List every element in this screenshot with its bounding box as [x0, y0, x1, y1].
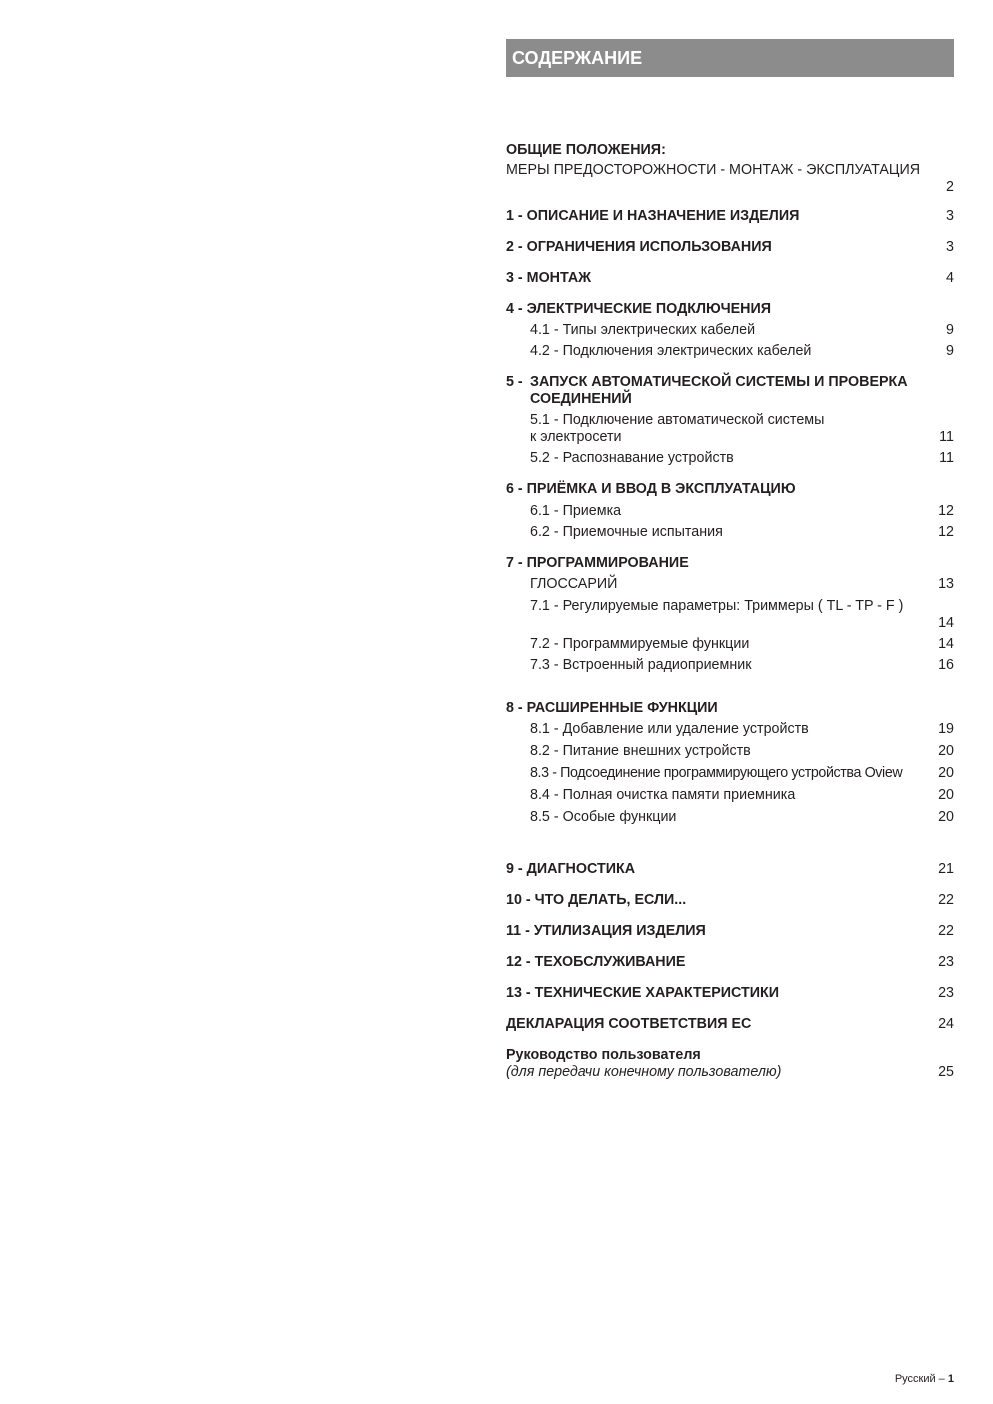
toc-item-8-3[interactable]	[506, 765, 954, 782]
toc-item-label: 8.1 - Добавление или удаление устройств	[530, 721, 809, 737]
toc-section-9[interactable]	[506, 861, 954, 878]
toc-item-label: 7.1 - Регулируемые параметры: Триммеры ( TL - TP - F )	[530, 598, 904, 614]
page-footer	[895, 1373, 954, 1385]
toc-section-label: 9 - ДИАГНОСТИКА	[506, 861, 636, 877]
toc-page-number: 16	[938, 657, 954, 673]
toc-item-8-2[interactable]	[506, 743, 954, 760]
toc-item-label: 4.2 - Подключения электрических кабелей	[530, 343, 812, 359]
footer-language: Русский –	[894, 1373, 945, 1385]
toc-item-7-2[interactable]	[506, 636, 954, 653]
toc-page-number: 24	[938, 1016, 954, 1032]
toc-item-8-4[interactable]	[506, 787, 954, 804]
toc-section-10[interactable]	[506, 892, 954, 909]
toc-page-number: 12	[938, 524, 954, 540]
toc-general	[506, 140, 954, 196]
toc-page-number: 3	[946, 239, 954, 255]
toc-item-6-2[interactable]	[506, 524, 954, 541]
toc-page-number: 14	[938, 636, 954, 652]
contents-title: СОДЕРЖАНИЕ	[512, 47, 643, 68]
toc-item-4-2[interactable]	[506, 343, 954, 360]
table-of-contents	[506, 140, 954, 1081]
toc-page-number: 25	[938, 1064, 954, 1080]
toc-section-label-line2: СОЕДИНЕНИЙ	[530, 391, 632, 407]
toc-section-label: 3 - МОНТАЖ	[506, 270, 592, 286]
toc-item-8-5[interactable]	[506, 809, 954, 826]
toc-section-7[interactable]: 7 - ПРОГРАММИРОВАНИЕ	[506, 555, 689, 571]
toc-page-number: 22	[938, 923, 954, 939]
toc-declaration[interactable]	[506, 1016, 954, 1033]
toc-section-label: 11 - УТИЛИЗАЦИЯ ИЗДЕЛИЯ	[506, 923, 706, 939]
toc-item-label: 8.2 - Питание внешних устройств	[530, 743, 751, 759]
toc-section-6[interactable]: 6 - ПРИЁМКА И ВВОД В ЭКСПЛУАТАЦИЮ	[506, 481, 796, 497]
toc-item-label: 8.5 - Особые функции	[530, 809, 677, 825]
toc-section-3[interactable]	[506, 270, 954, 287]
toc-page-number: 14	[938, 615, 954, 631]
toc-section-label: 12 - ТЕХОБСЛУЖИВАНИЕ	[506, 954, 686, 970]
toc-section-label: 2 - ОГРАНИЧЕНИЯ ИСПОЛЬЗОВАНИЯ	[506, 239, 772, 255]
toc-user-guide[interactable]	[506, 1047, 954, 1081]
toc-item-label-line2: к электросети	[530, 429, 622, 445]
toc-item-label: ГЛОССАРИЙ	[530, 576, 618, 592]
toc-section-1[interactable]	[506, 208, 954, 225]
toc-page-number: 23	[938, 954, 954, 970]
toc-item-5-2[interactable]	[506, 450, 954, 467]
toc-item-label: 6.1 - Приемка	[530, 503, 622, 519]
toc-section-11[interactable]	[506, 923, 954, 940]
toc-section-label-line1: ЗАПУСК АВТОМАТИЧЕСКОЙ СИСТЕМЫ И ПРОВЕРКА	[530, 374, 908, 390]
toc-page-number: 20	[938, 787, 954, 803]
toc-page-number: 9	[946, 343, 954, 359]
toc-item-8-1[interactable]	[506, 721, 954, 738]
toc-item-label: 7.3 - Встроенный радиоприемник	[530, 657, 752, 673]
toc-item-label: 6.2 - Приемочные испытания	[530, 524, 723, 540]
toc-general-page: 2	[946, 179, 954, 195]
toc-page-number: 3	[946, 208, 954, 224]
toc-section-label: ДЕКЛАРАЦИЯ СООТВЕТСТВИЯ ЕС	[506, 1016, 752, 1032]
toc-section-2[interactable]	[506, 239, 954, 256]
toc-guide-note: (для передачи конечному пользователю)	[506, 1064, 782, 1080]
toc-item-6-1[interactable]	[506, 503, 954, 520]
toc-section-12[interactable]	[506, 954, 954, 971]
toc-section-number: 5 -	[506, 374, 523, 390]
toc-item-7-1[interactable]	[506, 598, 954, 632]
toc-page-number: 23	[938, 985, 954, 1001]
toc-section-5[interactable]	[506, 374, 954, 408]
toc-item-label: 7.2 - Программируемые функции	[530, 636, 750, 652]
toc-page-number: 20	[938, 765, 954, 781]
toc-page-number: 19	[938, 721, 954, 737]
toc-page-number: 22	[938, 892, 954, 908]
toc-item-label-line1: 5.1 - Подключение автоматической системы	[530, 412, 825, 428]
toc-guide-label: Руководство пользователя	[506, 1047, 701, 1063]
toc-section-label: 1 - ОПИСАНИЕ И НАЗНАЧЕНИЕ ИЗДЕЛИЯ	[506, 208, 800, 224]
toc-item-label: 8.4 - Полная очистка памяти приемника	[530, 787, 796, 803]
toc-item-label: 5.2 - Распознавание устройств	[530, 450, 734, 466]
toc-section-label: 10 - ЧТО ДЕЛАТЬ, ЕСЛИ...	[506, 892, 687, 908]
toc-item-label: 8.3 - Подсоединение программирующего устройства Oview	[530, 765, 903, 781]
toc-page-number: 11	[939, 450, 954, 466]
toc-item-glossary[interactable]	[506, 576, 954, 593]
toc-item-5-1[interactable]	[506, 412, 954, 446]
toc-page-number: 21	[938, 861, 954, 877]
toc-item-label: 4.1 - Типы электрических кабелей	[530, 322, 756, 338]
toc-page-number: 20	[938, 743, 954, 759]
toc-page-number: 20	[938, 809, 954, 825]
toc-page-number: 9	[946, 322, 954, 338]
toc-general-subtitle: МЕРЫ ПРЕДОСТОРОЖНОСТИ - МОНТАЖ - ЭКСПЛУАТАЦИЯ	[506, 162, 921, 178]
toc-item-4-1[interactable]	[506, 322, 954, 339]
toc-section-4[interactable]: 4 - ЭЛЕКТРИЧЕСКИЕ ПОДКЛЮЧЕНИЯ	[506, 301, 772, 317]
toc-section-label: 13 - ТЕХНИЧЕСКИЕ ХАРАКТЕРИСТИКИ	[506, 985, 780, 1001]
toc-page-number: 12	[938, 503, 954, 519]
toc-section-8[interactable]: 8 - РАСШИРЕННЫЕ ФУНКЦИИ	[506, 700, 718, 716]
toc-item-7-3[interactable]	[506, 657, 954, 674]
footer-page-number: 1	[947, 1373, 954, 1385]
toc-page-number: 11	[939, 429, 954, 445]
contents-header	[506, 39, 954, 77]
toc-page-number: 13	[938, 576, 954, 592]
toc-general-title: ОБЩИЕ ПОЛОЖЕНИЯ:	[506, 142, 666, 158]
toc-section-13[interactable]	[506, 985, 954, 1002]
toc-page-number: 4	[946, 270, 954, 286]
